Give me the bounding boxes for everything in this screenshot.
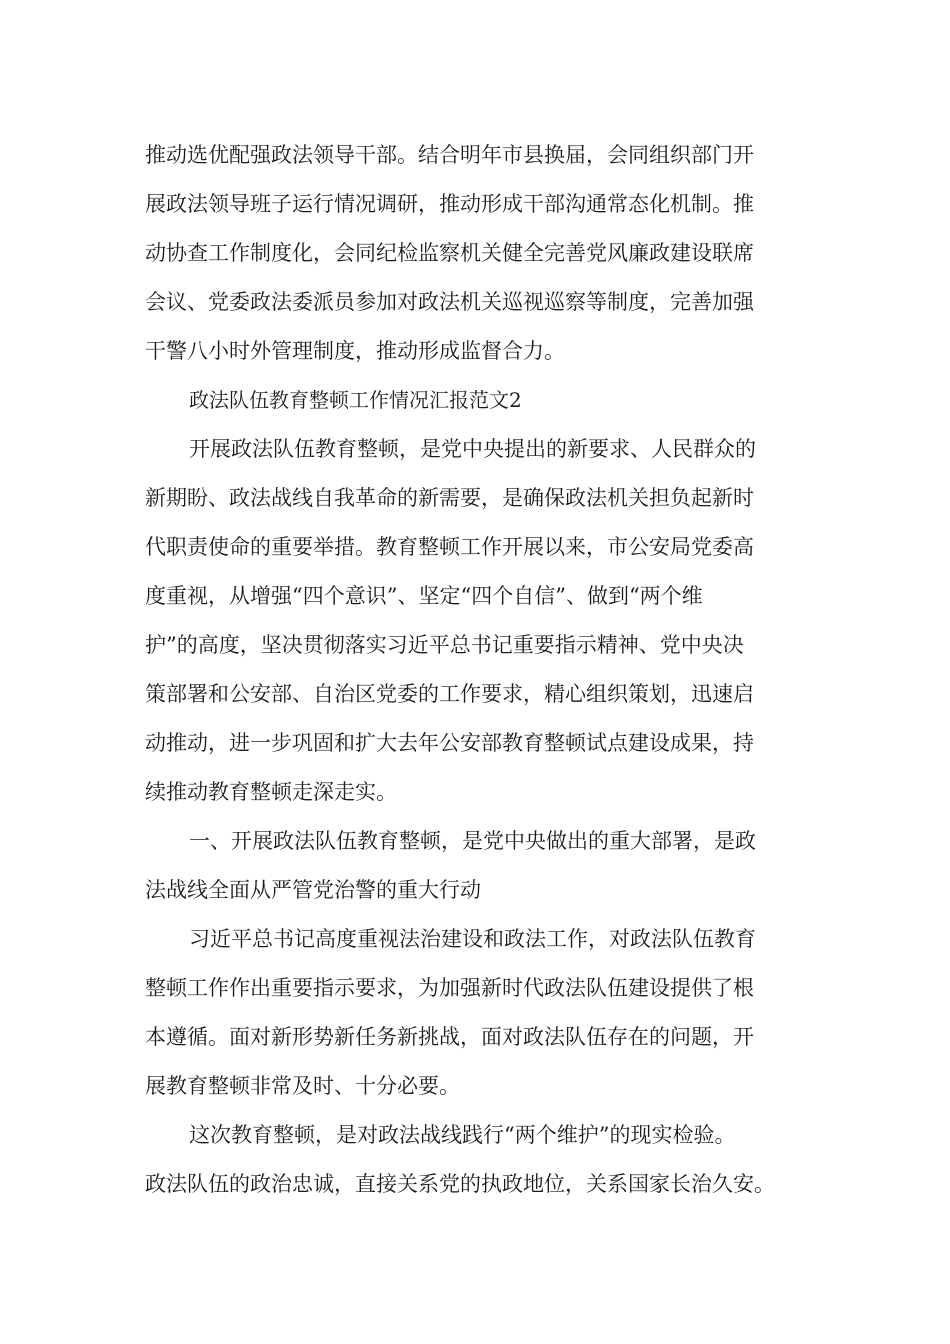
text-line: 动协查工作制度化，会同纪检监察机关健全完善党风廉政建设联席 xyxy=(145,241,754,265)
text-line: 习近平总书记高度重视法治建设和政法工作，对政法队伍教育 xyxy=(189,927,756,951)
text-line: 推动选优配强政法领导干部。结合明年市县换届，会同组织部门开 xyxy=(145,143,754,167)
text-line: 会议、党委政法委派员参加对政法机关巡视巡察等制度，完善加强 xyxy=(145,290,754,314)
text-line: 干警八小时外管理制度，推动形成监督合力。 xyxy=(145,339,565,363)
text-line: 动推动，进一步巩固和扩大去年公安部教育整顿试点建设成果，持 xyxy=(145,731,754,755)
text-line: 政法队伍的政治忠诚，直接关系党的执政地位，关系国家长治久安。 xyxy=(145,1172,775,1196)
text-line: 法战线全面从严管党治警的重大行动 xyxy=(145,878,481,902)
text-line: 本遵循。面对新形势新任务新挑战，面对政法队伍存在的问题，开 xyxy=(145,1025,754,1049)
text-line: 开展政法队伍教育整顿，是党中央提出的新要求、人民群众的 xyxy=(189,437,756,461)
text-line: 度重视，从增强“四个意识”、坚定“四个自信”、做到“两个维 xyxy=(145,584,703,608)
text-line: 代职责使命的重要举措。教育整顿工作开展以来，市公安局党委高 xyxy=(145,535,754,559)
text-line: 策部署和公安部、自治区党委的工作要求，精心组织策划，迅速启 xyxy=(145,682,754,706)
text-line: 续推动教育整顿走深走实。 xyxy=(145,780,397,804)
text-line: 新期盼、政法战线自我革命的新需要，是确保政法机关担负起新时 xyxy=(145,486,754,510)
section-title: 政法队伍教育整顿工作情况汇报范文2 xyxy=(189,388,522,412)
text-line: 这次教育整顿，是对政法战线践行“两个维护”的现实检验。 xyxy=(189,1123,736,1147)
text-line: 整顿工作作出重要指示要求，为加强新时代政法队伍建设提供了根 xyxy=(145,976,754,1000)
document-body xyxy=(145,131,845,1209)
text-line: 展教育整顿非常及时、十分必要。 xyxy=(145,1074,460,1098)
text-line: 一、开展政法队伍教育整顿，是党中央做出的重大部署，是政 xyxy=(189,829,756,853)
text-line: 展政法领导班子运行情况调研，推动形成干部沟通常态化机制。推 xyxy=(145,192,754,216)
text-line: 护”的高度，坚决贯彻落实习近平总书记重要指示精神、党中央决 xyxy=(145,633,744,657)
